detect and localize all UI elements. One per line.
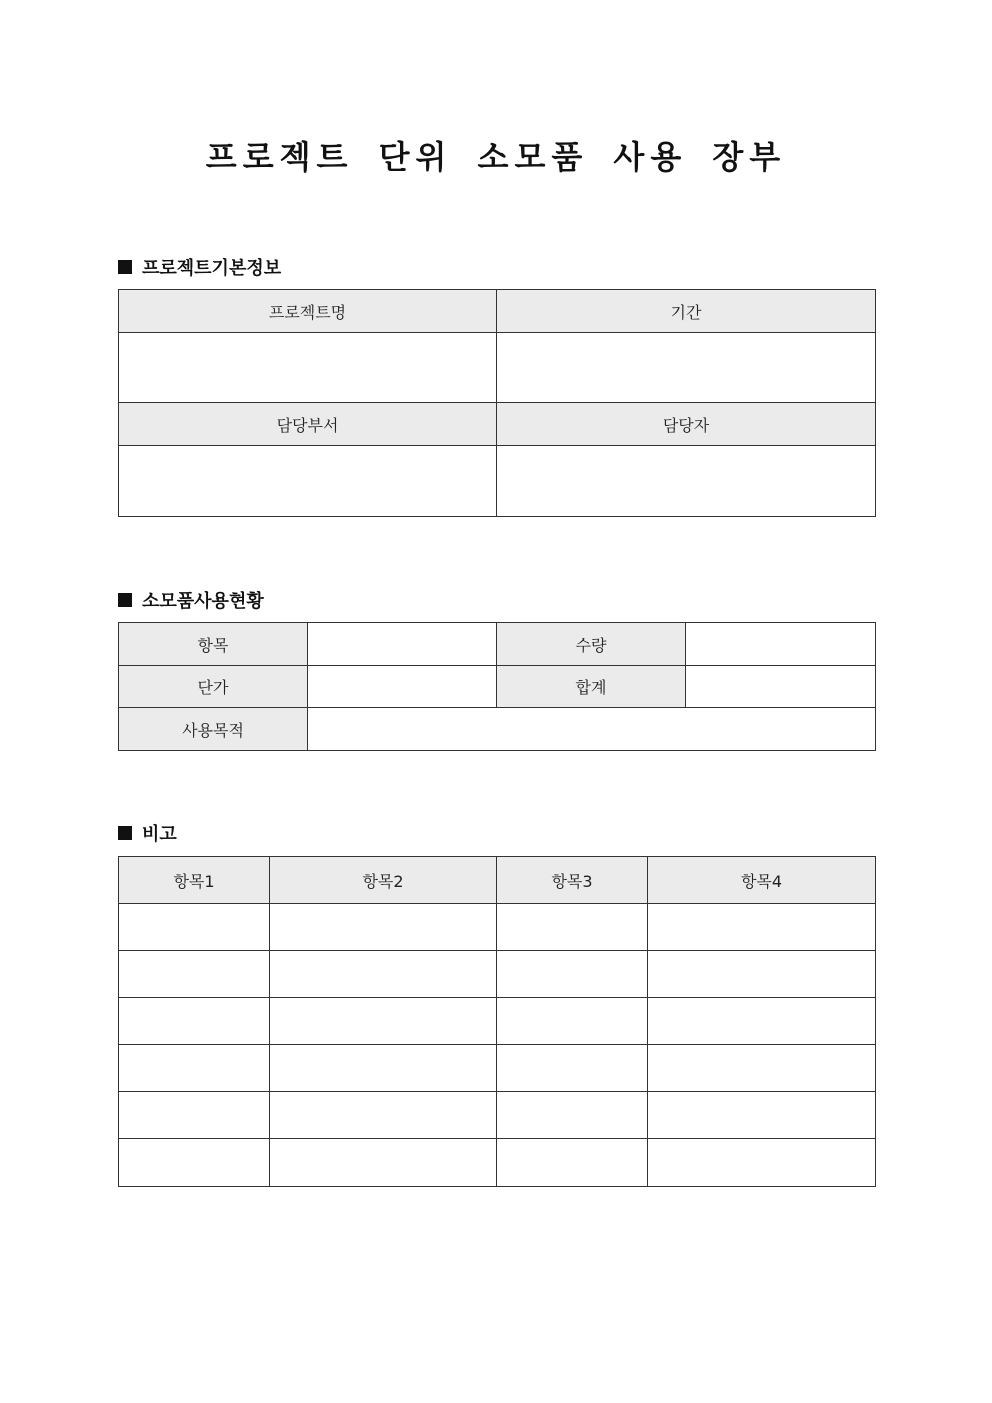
remarks-cell[interactable]	[497, 1139, 648, 1187]
remarks-cell[interactable]	[119, 1092, 270, 1139]
quantity-field[interactable]	[686, 623, 876, 666]
remarks-cell[interactable]	[648, 1092, 876, 1139]
section-heading-label: 프로젝트기본정보	[142, 258, 282, 279]
page-title: 프로젝트 단위 소모품 사용 장부	[205, 138, 787, 176]
remarks-cell[interactable]	[270, 1045, 497, 1092]
remarks-cell[interactable]	[270, 998, 497, 1045]
unit-price-field[interactable]	[308, 666, 497, 708]
remarks-column-header: 항목2	[270, 857, 497, 904]
remarks-cell[interactable]	[648, 998, 876, 1045]
purpose-label: 사용목적	[119, 708, 308, 751]
remarks-cell[interactable]	[648, 904, 876, 951]
square-bullet-icon	[118, 826, 132, 840]
remarks-cell[interactable]	[648, 1045, 876, 1092]
period-field[interactable]	[497, 333, 876, 403]
table-row	[119, 951, 876, 998]
purpose-field[interactable]	[308, 708, 876, 751]
section-heading-basic-info	[118, 254, 281, 280]
remarks-cell[interactable]	[270, 951, 497, 998]
remarks-cell[interactable]	[497, 1092, 648, 1139]
remarks-cell[interactable]	[497, 904, 648, 951]
remarks-cell[interactable]	[497, 998, 648, 1045]
remarks-cell[interactable]	[119, 904, 270, 951]
item-field[interactable]	[308, 623, 497, 666]
remarks-cell[interactable]	[648, 951, 876, 998]
total-field[interactable]	[686, 666, 876, 708]
total-label: 합계	[497, 666, 686, 708]
section-heading-label: 비고	[142, 824, 177, 845]
period-label: 기간	[497, 290, 876, 333]
remarks-table	[118, 856, 876, 1187]
project-name-field[interactable]	[119, 333, 497, 403]
department-field[interactable]	[119, 446, 497, 517]
square-bullet-icon	[118, 260, 132, 274]
usage-table	[118, 622, 876, 751]
table-row	[119, 998, 876, 1045]
manager-label: 담당자	[497, 403, 876, 446]
table-row	[119, 1092, 876, 1139]
remarks-cell[interactable]	[648, 1139, 876, 1187]
table-row	[119, 1045, 876, 1092]
remarks-cell[interactable]	[119, 951, 270, 998]
remarks-cell[interactable]	[119, 1139, 270, 1187]
item-label: 항목	[119, 623, 308, 666]
table-row	[119, 1139, 876, 1187]
table-row	[119, 904, 876, 951]
remarks-cell[interactable]	[270, 904, 497, 951]
quantity-label: 수량	[497, 623, 686, 666]
remarks-column-header: 항목4	[648, 857, 876, 904]
manager-field[interactable]	[497, 446, 876, 517]
section-heading-remarks	[118, 820, 177, 846]
section-heading-usage	[118, 587, 264, 613]
square-bullet-icon	[118, 593, 132, 607]
unit-price-label: 단가	[119, 666, 308, 708]
remarks-cell[interactable]	[270, 1139, 497, 1187]
basic-info-table	[118, 289, 876, 517]
remarks-cell[interactable]	[119, 998, 270, 1045]
remarks-cell[interactable]	[497, 951, 648, 998]
remarks-column-header: 항목3	[497, 857, 648, 904]
remarks-cell[interactable]	[270, 1092, 497, 1139]
section-heading-label: 소모품사용현황	[142, 591, 264, 612]
remarks-column-header: 항목1	[119, 857, 270, 904]
department-label: 담당부서	[119, 403, 497, 446]
project-name-label: 프로젝트명	[119, 290, 497, 333]
remarks-cell[interactable]	[119, 1045, 270, 1092]
remarks-cell[interactable]	[497, 1045, 648, 1092]
